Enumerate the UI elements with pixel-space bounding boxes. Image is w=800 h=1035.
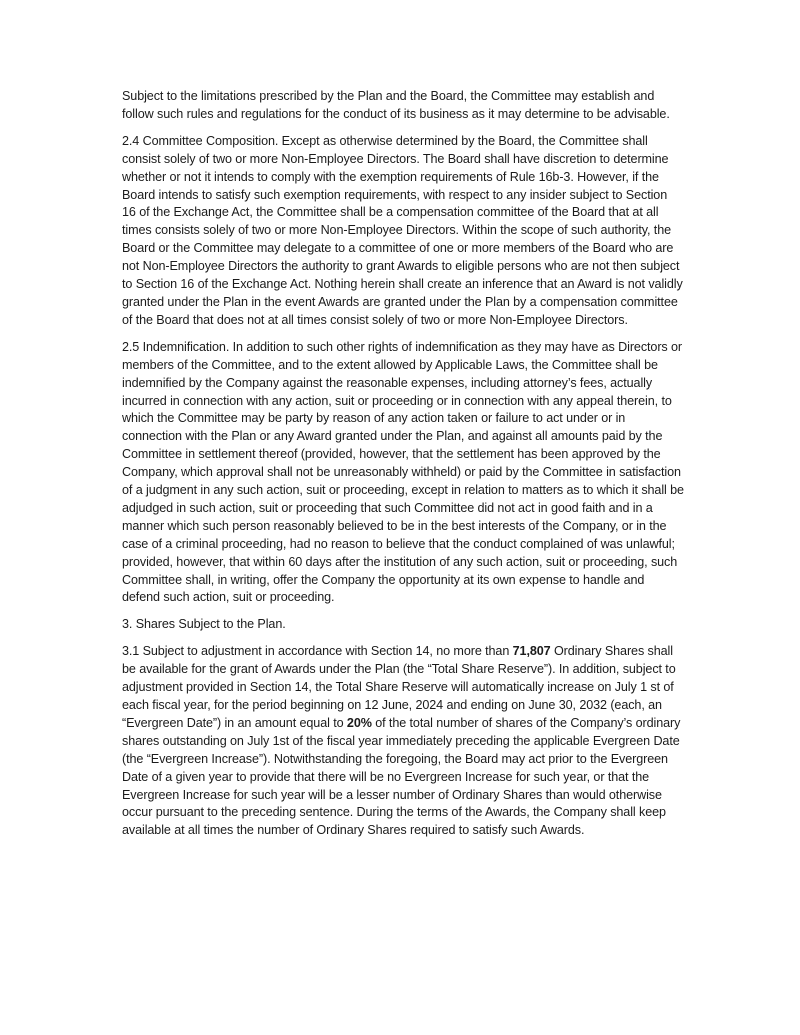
share-count-value: 71,807 <box>512 644 551 659</box>
paragraph-text: Subject to the limitations prescribed by the Plan and the Board, the Committee may establish and follow such rules and regulations for the conduct of its business as it may determine to be advisable. <box>122 89 670 121</box>
paragraph-text: 2.4 Committee Composition. Except as otherwise determined by the Board, the Committee shall consist solely of two or more Non-Employee Directors. The Board shall have discretion to determine whether or not it intends to comply with the exemption requirements of Rule 16b-3. However, if the Board intends to satisfy such exemption requirements, with respect to any insider subject to Section 16 of the Exchange Act, the Committee shall be a compensation committee of the Board that at all times consists solely of two or more Non-Employee Directors. Within the scope of such authority, the Board or the Committee may delegate to a committee of one or more members of the Board who are not Non-Employee Directors the authority to grant Awards to eligible persons who are not then subject to Section 16 of the Exchange Act. Nothing herein shall create an inference that an Award is not validly granted under the Plan in the event Awards are granted under the Plan by a compensation committee of the Board that does not at all times consist solely of two or more Non-Employee Directors. <box>122 133 683 327</box>
paragraph-indemnification <box>122 339 684 608</box>
section-heading-shares <box>122 616 684 634</box>
heading-text: 3. Shares Subject to the Plan. <box>122 617 286 632</box>
paragraph-committee-rules <box>122 88 684 124</box>
document-page <box>122 88 684 849</box>
paragraph-text: 2.5 Indemnification. In addition to such other rights of indemnification as they may have as Directors or members of the Committee, and to the extent allowed by Applicable Laws, the Committee shall be indemnified by the Company against the reasonable expenses, including attorney’s fees, actually incurred in connection with any action, suit or proceeding or in connection with any appeal therein, to which the Committee may be party by reason of any action taken or failure to act under or in connection with the Plan or any Award granted under the Plan, and against all amounts paid by the Committee in settlement thereof (provided, however, that the settlement has been approved by the Company, which approval shall not be unreasonably withheld) or paid by the Committee in satisfaction of a judgment in any such action, suit or proceeding, except in relation to matters as to which it shall be adjudged in such action, suit or proceeding that such Committee did not act in good faith and in a manner which such person reasonably believed to be in the best interests of the Company, or in the case of a criminal proceeding, had no reason to believe that the conduct complained of was unlawful; provided, however, that within 60 days after the institution of any such action, suit or proceeding, such Committee shall, in writing, offer the Company the opportunity at its own expense to handle and defend such action, suit or proceeding. <box>122 339 684 605</box>
evergreen-percent-value: 20% <box>346 715 372 730</box>
paragraph-text: Ordinary Shares shall be available for the grant of Awards under the Plan (the “Total Share Reserve”). In addition, subject to adjustment provided in Section 14, the Total Share Reserve will automatically increase on July 1 st of each fiscal year, for the period beginning on 12 June, 2024 and ending on June 30, 2032 (each, an “Evergreen Date”) in an amount equal to <box>122 644 676 730</box>
paragraph-committee-composition <box>122 133 684 330</box>
paragraph-text: of the total number of shares of the Company’s ordinary shares outstanding on July 1st of the fiscal year immediately preceding the applicable Evergreen Date (the “Evergreen Increase”). Notwithstanding the foregoing, the Board may act prior to the Evergreen Date of a given year to provide that there will be no Evergreen Increase for such year, or that the Evergreen Increase for such year will be a lesser number of Ordinary Shares than would otherwise occur pursuant to the preceding sentence. During the terms of the Awards, the Company shall keep available at all times the number of Ordinary Shares required to satisfy such Awards. <box>122 715 681 838</box>
paragraph-share-reserve <box>122 643 684 840</box>
paragraph-text: 3.1 Subject to adjustment in accordance with Section 14, no more than <box>122 644 513 659</box>
